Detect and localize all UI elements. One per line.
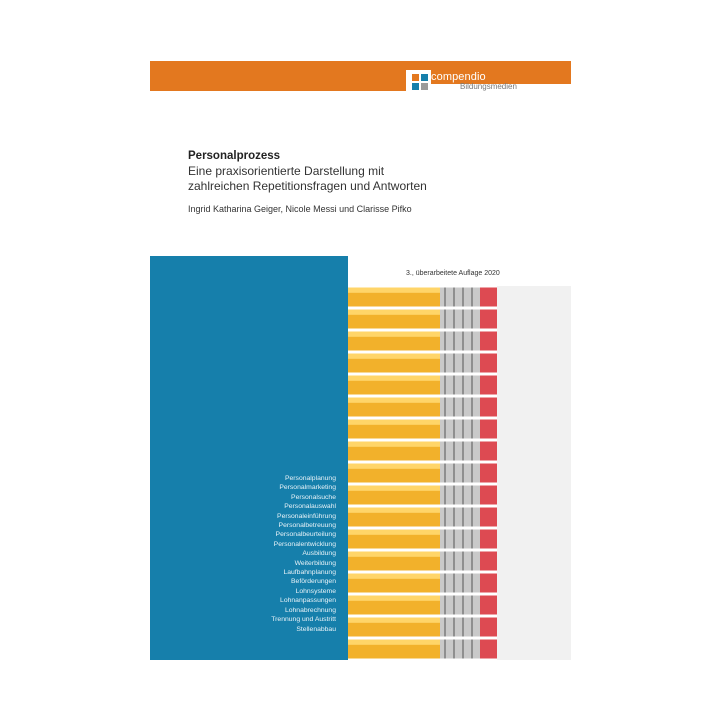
book-cover [150,61,571,660]
pencil [348,530,497,549]
topic-item: Trennung und Austritt [271,616,336,624]
topic-item: Weiterbildung [294,559,336,567]
pencil [348,376,497,395]
topic-item: Stellenabbau [296,625,336,633]
pencil [348,288,497,307]
pencil [348,398,497,417]
topic-item: Personalplanung [284,475,336,482]
topic-item: Personalauswahl [284,503,336,511]
grey-panel [497,286,571,660]
topic-item: Laufbahnplanung [283,569,336,577]
pencil [348,442,497,461]
topic-item: Personalbetreuung [278,522,336,530]
topic-item: Personalbeurteilung [275,531,336,539]
topic-item: Lohnanpassungen [280,597,336,605]
subtitle-line: Eine praxisorientierte Darstellung mit [188,164,385,178]
topic-item: Personalentwicklung [273,540,336,548]
pencil [348,596,497,615]
pencil [348,354,497,373]
pencil [348,574,497,593]
topic-item: Beförderungen [291,578,336,586]
subtitle-line: zahlreichen Repetitionsfragen und Antworten [188,179,427,193]
publisher-logo [406,70,571,97]
book-authors: Ingrid Katharina Geiger, Nicole Messi und Clarisse Pifko [188,204,412,214]
compendio-logo-icon [412,74,428,90]
topic-item: Personaleinführung [277,512,336,520]
pencil [348,310,497,329]
topic-item: Lohnsysteme [295,587,336,595]
pencil [348,508,497,527]
topic-item: Personalmarketing [279,484,336,492]
publisher-brand: compendio [431,71,486,83]
pencil [348,640,497,659]
topic-item: Ausbildung [302,550,336,558]
edition-note: 3., überarbeitete Auflage 2020 [406,270,500,277]
topic-list [240,474,336,634]
pencil [348,332,497,351]
pencil [348,464,497,483]
book-subtitle [188,164,508,194]
pencil-illustration [348,286,497,660]
pencil [348,420,497,439]
pencil [348,618,497,637]
topic-item: Lohnabrechnung [284,606,336,614]
pencil [348,486,497,505]
publisher-subline: Bildungsmedien [460,82,517,91]
pencil [348,552,497,571]
book-title: Personalprozess [188,150,281,162]
topic-item: Personalsuche [291,493,336,501]
